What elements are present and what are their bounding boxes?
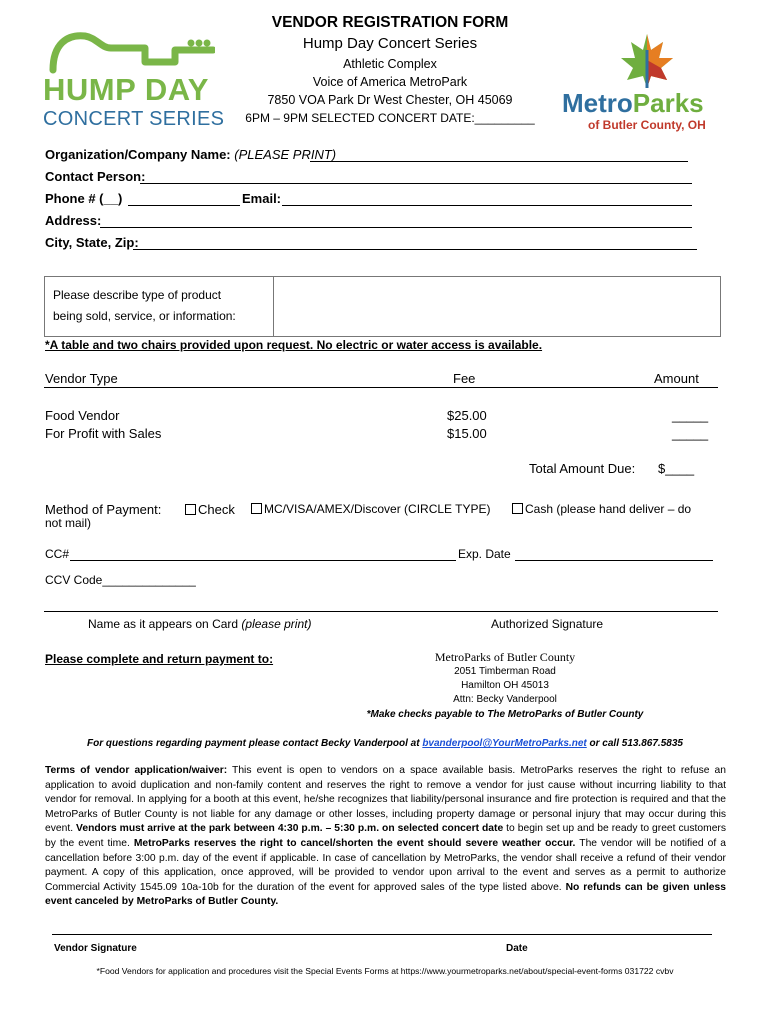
park-address: 7850 VOA Park Dr West Chester, OH 45069 — [267, 93, 513, 107]
metroparks-name — [562, 88, 704, 119]
parks-text: Parks — [632, 88, 704, 118]
cash-label: Cash (please hand deliver – do — [525, 502, 692, 516]
fee-row-1-amount[interactable]: _____ — [672, 408, 709, 423]
terms-p1: This event is open to vendors on a space available basis. MetroParks reserves the right to refuse an application to avoid duplication and non-family content and reserves the right to remove a vendor for just cause without incurring liability to that vendor for removal. In applying for a booth at this event, he/she recognizes that liability/personal insurance and fire protection is required and that the MetroParks of Butler County is not liable for any damage or other losses, including property damage or personal injury that may occur during this event. — [45, 765, 726, 835]
ccv-label[interactable]: CCV Code______________ — [45, 573, 196, 587]
email-label: Email: — [242, 191, 282, 206]
city-line[interactable] — [133, 249, 697, 250]
check-label: Check — [198, 502, 235, 517]
form-title: VENDOR REGISTRATION FORM — [271, 14, 509, 31]
cash-label-cont: not mail) — [45, 516, 92, 530]
form-header — [230, 12, 550, 127]
return-org: MetroParks of Butler County — [434, 650, 576, 664]
contact-line[interactable] — [140, 183, 692, 184]
email-line[interactable] — [282, 205, 692, 206]
return-attn: Attn: Becky Vanderpool — [453, 694, 557, 705]
contact-email-link[interactable]: bvanderpool@YourMetroParks.net — [422, 738, 587, 749]
return-address — [360, 650, 650, 722]
metroparks-county: of Butler County, OH — [588, 118, 706, 132]
park: Voice of America MetroPark — [312, 75, 468, 89]
contact-post: or call 513.867.5835 — [586, 738, 683, 749]
terms-b3: No refunds can be given unless event canceled by MetroParks of Butler County. — [45, 881, 726, 908]
check-checkbox[interactable] — [185, 504, 196, 515]
card-sign-rule — [44, 611, 718, 612]
payment-cash-option[interactable] — [512, 502, 691, 516]
org-line — [310, 161, 688, 162]
vendor-type-header: Vendor Type — [45, 371, 118, 386]
logo-line2: CONCERT SERIES — [43, 108, 225, 130]
logo-line1: HUMP DAY — [43, 72, 209, 107]
date-label: Date — [506, 943, 528, 954]
name-on-card-label: Name as it appears on Card — [88, 617, 239, 631]
contact-pre: For questions regarding payment please contact Becky Vanderpool at — [87, 738, 423, 749]
time-date: 6PM – 9PM SELECTED CONCERT DATE:_________ — [245, 111, 535, 125]
product-label-cell — [45, 277, 274, 336]
product-box — [44, 276, 721, 337]
checks-payable: *Make checks payable to The MetroParks of Butler County — [366, 709, 644, 720]
cc-line[interactable] — [70, 560, 456, 561]
return-label: Please complete and return payment to: — [45, 652, 274, 666]
org-hint: (PLEASE PRINT) — [234, 147, 337, 162]
card-label: MC/VISA/AMEX/Discover (CIRCLE TYPE) — [264, 502, 491, 516]
total-value[interactable]: $____ — [658, 461, 695, 476]
fee-header-rule — [44, 387, 718, 388]
terms-paragraph — [45, 764, 726, 910]
hump-day-logo — [40, 26, 230, 136]
phone-line[interactable] — [128, 205, 240, 206]
authorized-signature-label: Authorized Signature — [491, 617, 604, 631]
org-label: Organization/Company Name: — [45, 147, 231, 162]
payment-check-option[interactable] — [185, 502, 235, 517]
vendor-signature-line[interactable] — [52, 934, 712, 935]
terms-b1: Vendors must arrive at the park between 4:30 p.m. – 5:30 p.m. on selected concert date — [73, 823, 504, 835]
address-line[interactable] — [100, 227, 692, 228]
name-on-card-hint: (please print) — [241, 617, 312, 631]
terms-lead: Terms of vendor application/waiver: — [45, 765, 228, 776]
fee-row-1-fee: $25.00 — [447, 408, 487, 423]
payment-card-option[interactable] — [251, 502, 491, 516]
return-street: 2051 Timberman Road — [454, 666, 556, 677]
amount-header: Amount — [654, 371, 699, 386]
org-field[interactable] — [45, 147, 336, 162]
leaf-icon — [617, 30, 677, 90]
terms-b2: MetroParks reserves the right to cancel/shorten the event should severe weather occur. — [129, 837, 576, 849]
city-label: City, State, Zip: — [45, 235, 139, 250]
guitar-icon — [45, 26, 215, 76]
name-on-card — [88, 617, 311, 631]
metroparks-logo — [560, 30, 725, 135]
product-label-line1: Please describe type of product — [53, 288, 222, 302]
venue: Athletic Complex — [343, 57, 437, 71]
exp-label: Exp. Date — [458, 547, 511, 561]
fee-row-2-amount[interactable]: _____ — [672, 426, 709, 441]
terms-p2: to begin set up and be ready to greet customers by the event time. — [45, 823, 726, 849]
footer-note: *Food Vendors for application and procedures visit the Special Events Forms at https://www.yourmetroparks.net/about/special-event-forms 031722 cvbv — [96, 966, 674, 976]
series-name: Hump Day Concert Series — [302, 35, 478, 52]
fee-row-1-type: Food Vendor — [45, 408, 120, 423]
vendor-signature-label: Vendor Signature — [54, 943, 137, 954]
table-note: *A table and two chairs provided upon request. No electric or water access is available. — [45, 338, 543, 352]
contact-label: Contact Person: — [45, 169, 146, 184]
phone-label: Phone # (__) — [45, 191, 123, 206]
exp-line[interactable] — [515, 560, 713, 561]
address-label: Address: — [45, 213, 102, 228]
fee-row-2-type: For Profit with Sales — [45, 426, 162, 441]
card-checkbox[interactable] — [251, 503, 262, 514]
product-label-line2: being sold, service, or information: — [53, 309, 236, 323]
total-label: Total Amount Due: — [529, 461, 636, 476]
cash-checkbox[interactable] — [512, 503, 523, 514]
return-city: Hamilton OH 45013 — [461, 680, 549, 691]
metro-text: Metro — [562, 88, 633, 118]
product-input-cell[interactable] — [274, 277, 720, 336]
terms-p3: The vendor will be notified of a cancellation before 3:00 p.m. day of the event if applicable. In case of cancellation by MetroParks, the vendor shall receive a refund of their vendor payment. A copy of this application, once approved, will be provided to vendor upon arrival to the event and serves as a permit to authorize Commercial Activity 1545.09 10a-10b for the duration of the event for approved sales of the type listed above. — [45, 837, 726, 893]
fee-row-2-fee: $15.00 — [447, 426, 487, 441]
payment-contact — [40, 738, 730, 749]
payment-label: Method of Payment: — [45, 502, 162, 517]
cc-label: CC# — [45, 547, 70, 561]
fee-header: Fee — [453, 371, 476, 386]
